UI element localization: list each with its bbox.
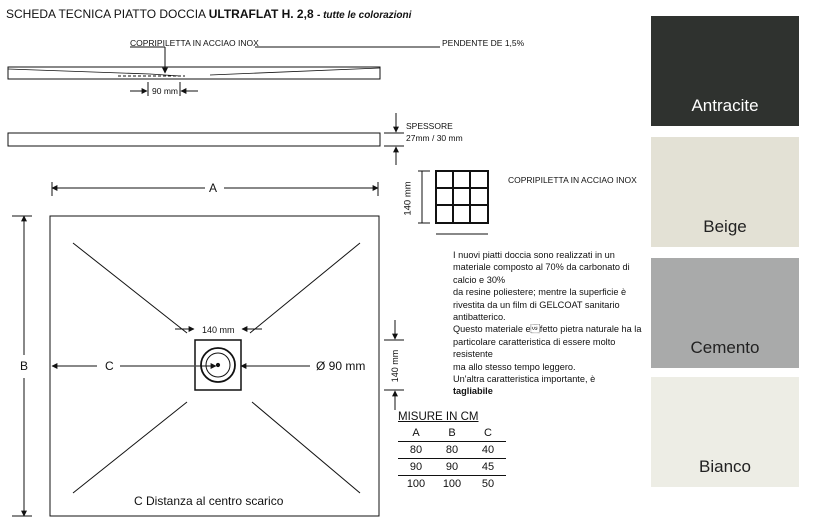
color-name: Cemento (690, 338, 760, 357)
drain-grid-label: COPRIPILETTA IN ACCIAO INOX (508, 175, 637, 185)
description-line: da resine poliestere; mentre la superficie è rivestita da un film di GELCOAT sanitario antibatterico. (453, 287, 627, 323)
column-header: C (470, 425, 506, 442)
column-header: B (434, 425, 470, 442)
measures-title: MISURE IN CM (398, 411, 479, 423)
table-row (398, 476, 506, 493)
dimension-a: A (209, 181, 218, 195)
color-swatch-antracite (651, 16, 799, 126)
title-suffix: - tutte le colorazioni (316, 10, 412, 21)
color-name: Beige (703, 217, 747, 236)
description-line (453, 373, 643, 398)
measures-table (398, 411, 506, 492)
plan-caption: C Distanza al centro scarico (134, 494, 284, 508)
drain-width-label: 90 mm (152, 86, 178, 96)
table-row (398, 442, 506, 459)
table-cell: 40 (470, 442, 506, 459)
table-cell: 100 (442, 478, 462, 490)
description-line: Questo materiale e fetto pietra naturale ha la particolare caratteristica di essere molto resistente (453, 324, 642, 360)
color-swatch-bianco (651, 377, 799, 487)
drain-cover-label: COPRIPILETTA IN ACCIAO INOX (130, 38, 259, 48)
color-swatch-cemento (651, 258, 799, 368)
dimension-b: B (20, 359, 29, 373)
color-swatch-beige (651, 137, 799, 247)
table-cell: 100 (406, 478, 426, 490)
title-prefix: SCHEDA TECNICA PIATTO DOCCIA (6, 7, 206, 21)
description-line: I nuovi piatti doccia sono realizzati in un materiale composto al 70% da carbonato di calcio e 30% (453, 250, 630, 285)
drain-box-vertical-label: 140 mm (390, 349, 400, 383)
table-row (398, 459, 506, 476)
dimension-c: C (105, 359, 114, 373)
table-cell: 90 (434, 459, 470, 476)
drain-box-label: 140 mm (202, 325, 235, 335)
drain-diameter-label: Ø 90 mm (316, 359, 366, 373)
thickness-value: 27mm / 30 mm (406, 133, 463, 143)
table-cell: 80 (398, 442, 434, 459)
color-name: Bianco (699, 457, 751, 476)
description-line: ma allo stesso tempo leggero. (453, 361, 576, 372)
color-name: Antracite (691, 96, 759, 115)
table-cell: 90 (398, 459, 434, 476)
column-header: A (398, 425, 434, 442)
table-cell: 50 (481, 478, 495, 490)
table-cell: 45 (470, 459, 506, 476)
product-description (453, 249, 643, 398)
title-product: ULTRAFLAT H. 2,8 (208, 7, 314, 21)
description-bold: tagliabile (453, 386, 493, 397)
slope-label: PENDENTE DE 1,5% (442, 38, 525, 48)
table-cell: 80 (434, 442, 470, 459)
thickness-label: SPESSORE (406, 121, 453, 131)
drain-size-label: 140 mm (402, 181, 414, 216)
description-line-text: Un'altra caratteristica importante, è (453, 374, 596, 385)
